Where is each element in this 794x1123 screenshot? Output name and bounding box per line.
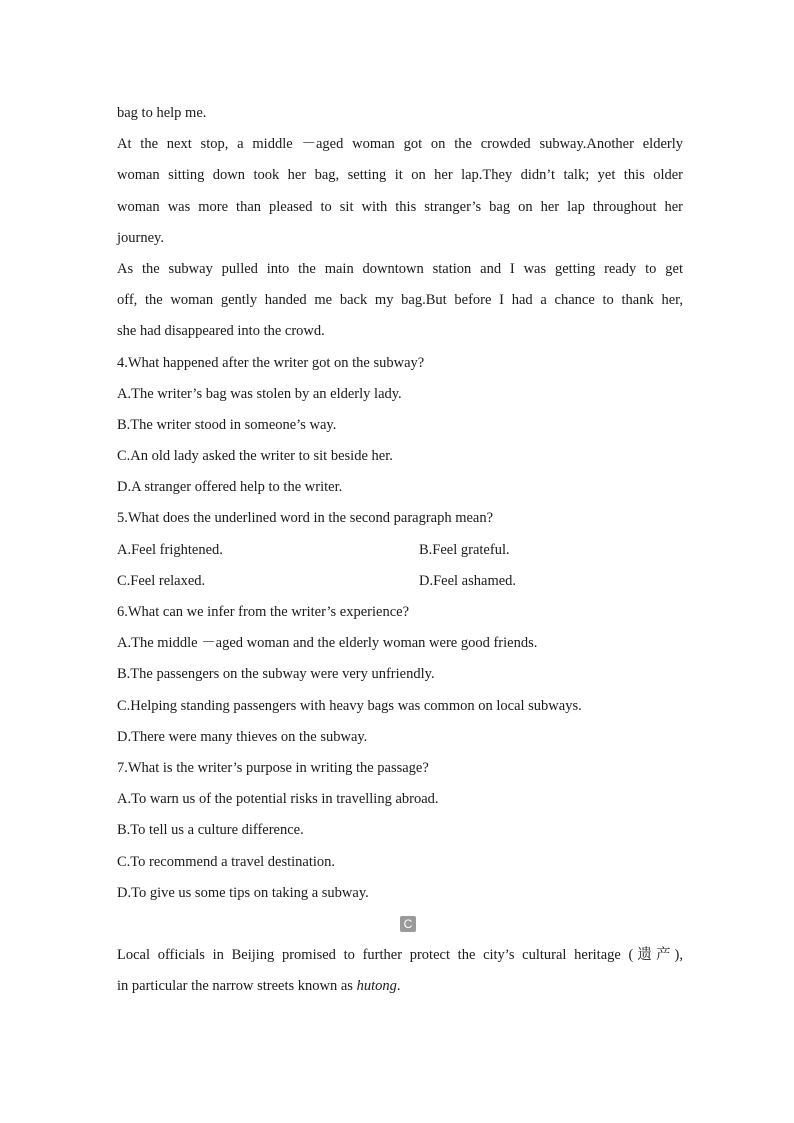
passage-line: bag to help me. <box>117 105 207 121</box>
answer-option: C.Helping standing passengers with heavy bags was common on local subways. <box>117 697 582 714</box>
answer-option-row <box>117 566 683 597</box>
passage-text: in particular the narrow streets known as <box>117 978 357 995</box>
question-stem: 5.What does the underlined word in the second paragraph mean? <box>117 510 494 527</box>
document-page <box>117 98 683 1002</box>
question-stem: 7.What is the writer’s purpose in writing the passage? <box>117 759 429 776</box>
question-stem: 4.What happened after the writer got on the subway? <box>117 354 425 371</box>
answer-option: D.There were many thieves on the subway. <box>117 728 368 745</box>
passage-line: off, the woman gently handed me back my bag.But before I had a chance to thank her, <box>117 292 683 309</box>
passage-line: woman was more than pleased to sit with this stranger’s bag on her lap throughout her <box>117 198 683 215</box>
answer-option: A.The writer’s bag was stolen by an elderly lady. <box>117 385 402 402</box>
answer-option: B.Feel grateful. <box>419 541 510 558</box>
passage-line: journey. <box>117 229 164 246</box>
answer-option: D.To give us some tips on taking a subway. <box>117 884 369 901</box>
question-stem: 6.What can we infer from the writer’s experience? <box>117 604 410 620</box>
answer-option-row <box>117 535 683 566</box>
passage-line: At the next stop, a middle －aged woman got on the crowded subway.Another elderly <box>117 136 683 153</box>
answer-option: C.To recommend a travel destination. <box>117 853 336 870</box>
passage-line: As the subway pulled into the main downtown station and I was getting ready to get <box>117 260 683 277</box>
section-header <box>117 909 683 940</box>
answer-option: B.The passengers on the subway were very unfriendly. <box>117 666 435 683</box>
italic-term: hutong <box>356 978 397 995</box>
answer-option: B.The writer stood in someone’s way. <box>117 416 337 433</box>
answer-option: C.Feel relaxed. <box>117 572 206 589</box>
section-badge: C <box>400 916 416 932</box>
answer-option: A.Feel frightened. <box>117 541 223 558</box>
answer-option: A.The middle －aged woman and the elderly woman were good friends. <box>117 635 538 652</box>
passage-line <box>117 971 683 1002</box>
answer-option: A.To warn us of the potential risks in travelling abroad. <box>117 791 439 808</box>
answer-option: C.An old lady asked the writer to sit beside her. <box>117 448 393 465</box>
answer-option: D.Feel ashamed. <box>419 572 517 589</box>
passage-line: woman sitting down took her bag, setting it on her lap.They didn’t talk; yet this older <box>117 167 683 184</box>
answer-option: B.To tell us a culture difference. <box>117 822 304 839</box>
answer-option: D.A stranger offered help to the writer. <box>117 479 343 496</box>
passage-line: Local officials in Beijing promised to further protect the city’s cultural heritage (遗产), <box>117 947 683 964</box>
passage-text: . <box>396 978 401 995</box>
passage-line: she had disappeared into the crowd. <box>117 323 325 340</box>
